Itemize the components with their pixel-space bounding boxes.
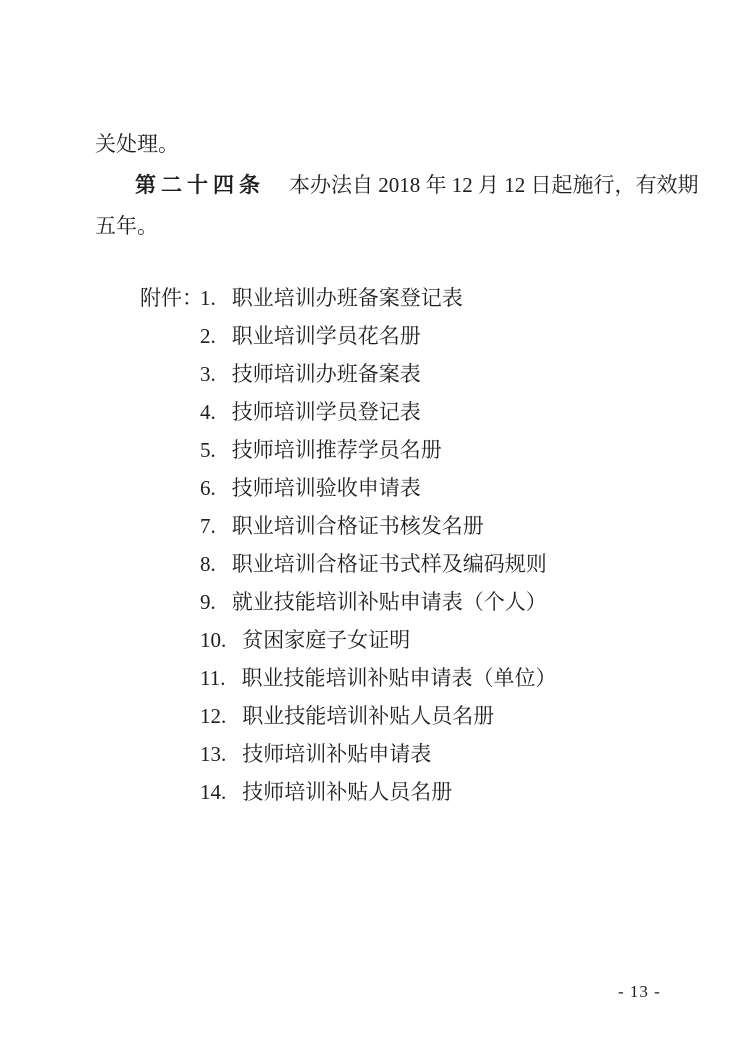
attachment-item-number: 11. (200, 666, 226, 690)
attachment-item-label: 职业技能培训补贴人员名册 (242, 704, 495, 728)
article-24-body-line-2: 五年。 (95, 214, 158, 238)
attachment-item-number: 1. (200, 286, 216, 310)
attachment-item (95, 735, 695, 773)
attachments-label: 附件： (140, 286, 203, 310)
article-24-body-line-1: 本办法自 2018 年 12 月 12 日起施行，有效期 (289, 173, 699, 197)
attachment-item-label: 技师培训补贴申请表 (242, 742, 432, 766)
attachment-item (95, 659, 695, 697)
attachment-item (95, 431, 695, 469)
attachment-item-label: 技师培训补贴人员名册 (242, 780, 453, 804)
attachment-item-number: 14. (200, 780, 227, 804)
attachment-item (95, 773, 695, 811)
paragraph-continuation: 关处理。 (95, 132, 179, 156)
attachment-item-label: 技师培训推荐学员名册 (231, 438, 442, 462)
attachment-item-number: 2. (200, 324, 216, 348)
attachment-item-label: 职业培训合格证书核发名册 (231, 514, 484, 538)
attachment-item-number: 13. (200, 742, 227, 766)
attachment-item-number: 3. (200, 362, 216, 386)
attachment-item (95, 317, 695, 355)
attachment-item-label: 技师培训学员登记表 (231, 400, 421, 424)
attachment-item-label: 职业培训学员花名册 (231, 324, 421, 348)
attachment-item-number: 5. (200, 438, 216, 462)
document-body (95, 124, 699, 811)
attachment-item-label: 职业培训合格证书式样及编码规则 (231, 552, 547, 576)
attachment-item-label: 技师培训办班备案表 (231, 362, 421, 386)
attachment-item-label: 贫困家庭子女证明 (242, 628, 411, 652)
article-24-line-1 (95, 165, 699, 206)
attachment-item (95, 697, 695, 735)
attachment-item (95, 545, 695, 583)
attachment-item (95, 393, 695, 431)
attachment-item (95, 621, 695, 659)
attachment-item-label: 就业技能培训补贴申请表（个人） (231, 590, 547, 614)
attachment-item-number: 7. (200, 514, 216, 538)
attachment-item (95, 469, 695, 507)
attachment-item (95, 507, 695, 545)
page-number: - 13 - (618, 982, 661, 1001)
attachment-item-number: 9. (200, 590, 216, 614)
attachment-item-number: 8. (200, 552, 216, 576)
attachment-item-number: 6. (200, 476, 216, 500)
article-24-heading: 第二十四条 (135, 173, 265, 197)
attachment-item-number: 12. (200, 704, 227, 728)
attachment-item-label: 职业培训办班备案登记表 (231, 286, 463, 310)
attachment-item-number: 4. (200, 400, 216, 424)
attachments-list (95, 279, 695, 811)
attachment-item (95, 355, 695, 393)
attachment-item-number: 10. (200, 628, 227, 652)
attachment-item-label: 职业技能培训补贴申请表（单位） (241, 666, 557, 690)
attachment-item-label: 技师培训验收申请表 (231, 476, 421, 500)
attachment-item (95, 583, 695, 621)
